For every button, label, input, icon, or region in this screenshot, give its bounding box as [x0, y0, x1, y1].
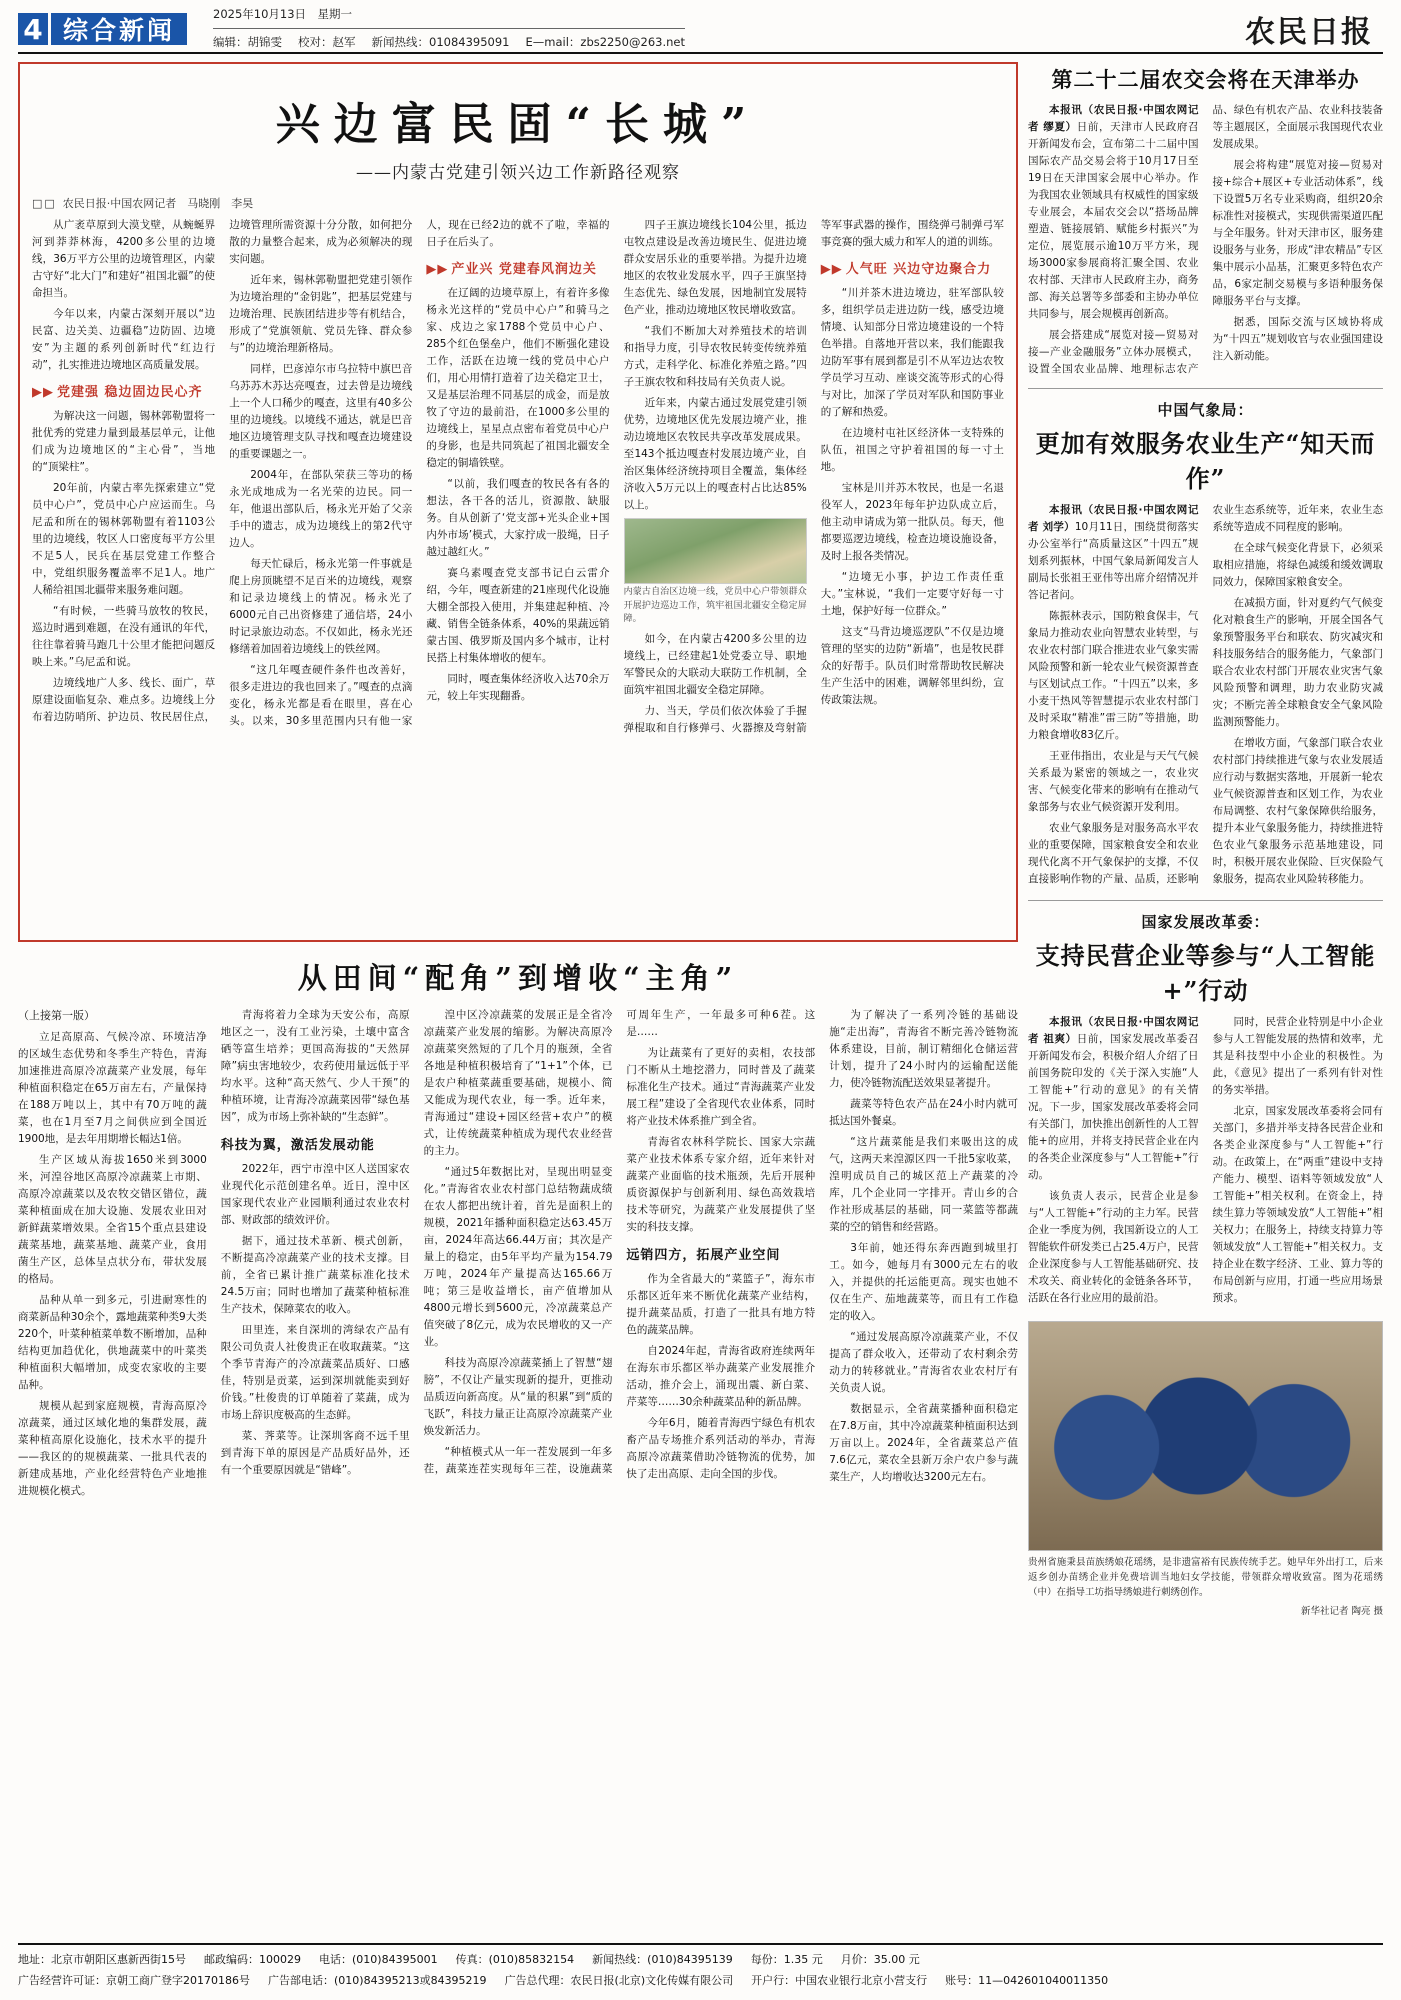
- paragraph: 陈振林表示，国防粮食保丰，气象局力推动农业向智慧农业转型，与农业农村部门联合推进农业气象实需风险预警和新一轮农业气候资源普查与区划试点工作。“十四五”以来，多小麦干热风等智慧提示农业农村部门及时采取“精准”雷三防”等措施，助力粮食增收83亿斤。: [1028, 610, 1199, 741]
- lead-photo-block: [624, 518, 807, 627]
- paragraph: 规模从起到家庭规模，青海高原冷凉蔬菜，通过区域化地的集群发展，蔬菜种植高原化设施化，技术水平的提升——我区的的规模蔬菜、一批具代表的新建成基地，产业化经营特色产业地推进规模化模式。: [18, 1399, 207, 1497]
- lead-subheadline: ——内蒙古党建引领兴边工作新路径观察: [356, 163, 680, 183]
- article1-body: [1028, 102, 1383, 378]
- masthead: [18, 7, 1383, 54]
- paragraph: 2022年，西宁市湟中区人送国家农业现代化示范创建名单。近日，湟中区国家现代农业产业园顺利通过农业农村部、财政部的绩效评价。: [220, 1163, 410, 1227]
- paragraph: 蔬菜等特色农产品在24小时内就可抵达国外餐桌。: [829, 1098, 1018, 1127]
- paragraph: 近年来，锡林郭勒盟把党建引领作为边境治理的“金钥匙”，把基层党建与边境治理、民族团结进步等有机结合，形成了“党旗领航、党员先锋、群众参与”的边境治理新格局。: [229, 274, 413, 354]
- paragraph: 生产区域从海拔1650米到3000米，河湟谷地区高原冷凉蔬菜上市期、高原冷凉蔬菜以及农牧交错区错位，蔬菜种植面成在加大设施、发展农业田对新鲜蔬菜增效果。全省15个重点县建设蔬菜基地，蔬菜基地、蔬菜产业，食用菌生产区，总体呈点状分布，带状发展的格局。: [18, 1153, 207, 1285]
- news-hotline: 新闻热线：01084395091: [371, 35, 510, 49]
- paper-logo: 农民日报: [1245, 15, 1373, 50]
- article3-kicker: 国家发展改革委：: [1141, 913, 1270, 931]
- subsection-label: 人气旺 兴边守边聚合力: [845, 262, 992, 277]
- footer-price-per-copy: 每份：1.35 元: [750, 1953, 823, 1967]
- paragraph: “以前，我们嘎查的牧民各有各的想法，各干各的活儿，资源散、缺服务。自从创新了‘党支部+光头企业+国内外市场’模式，大家拧成一股绳，日子越过越红火。”: [426, 478, 610, 559]
- footer-line-2: [18, 1971, 1383, 1992]
- paragraph: 自2024年起，青海省政府连续两年在海东市乐都区举办蔬菜产业发展推介活动，推介会上，涌现出震、新白菜、芹菜等……30余种蔬菜品种的新品牌。: [626, 1345, 816, 1409]
- article2-body: [1028, 502, 1383, 890]
- right-zone: [1028, 62, 1383, 1922]
- paragraph: 力、当天，学员们依次体验了手握弹棍取和自行修弹弓、火器擦及弯射箭等军事武器的操作，围绕弹弓制弹弓军事竞赛的强大威力和军人的道的训练。: [623, 219, 1004, 734]
- paragraph: 宝林是川并苏木牧民，也是一名退役军人，2023年每年护边队成立后，他主动申请成为第一批队员。每天，他都要巡逻边境线，检查边境设施设备，及时上报各类情况。: [820, 482, 1004, 563]
- paragraph: 同时，民营企业特别是中小企业参与人工智能发展的热情和效率，尤其是科技型中小企业的积极性。为此，《意见》提出了一系列有针对性的务实举措。: [1212, 1016, 1383, 1096]
- paragraph: 青海省农林科学院长、国家大宗蔬菜产业技术体系专家介绍，近年来针对蔬菜产业面临的技术瓶颈，先后开展种质资源保护与创新利用、绿色高效栽培技术等研究，为蔬菜产业发展提供了坚实的科技支撑。: [626, 1136, 816, 1233]
- paragraph: 湟中区冷凉蔬菜的发展正是全省冷凉蔬菜产业发展的缩影。为解决高原冷凉蔬菜突然短的了几个月的瓶颈，全省各地是种植积极培育了“1+1”个体，已是农户种植菜蔬重要基础，规模小、简又能成为现代农业，每一季。近年来，青海通过“建设+园区经营+农户”的模式，让传统蔬菜种植成为现代农业经营的主力。: [423, 1009, 613, 1157]
- paragraph: 为了解决了一系列冷链的基础设施“走出海”，青海省不断完善冷链物流体系建设，目前，制订精细化仓储运营计划，提升了24小时内的运输配送能力，使冷链物流配送效果显著提升。: [829, 1009, 1018, 1089]
- paragraph: 为让蔬菜有了更好的卖相，农技部门不断从土地挖潜力，同时普及了蔬菜标准化生产技术。通过“青海蔬菜产业发展工程”建设了全省现代农业体系，同时将产业技术体系推广到全省。: [626, 1047, 816, 1127]
- paragraph: 在边境村屯社区经济体一支特殊的队伍，祖国之守护着祖国的每一寸土地。: [820, 427, 1004, 474]
- footer-bank: 开户行：中国农业银行北京小营支行: [751, 1974, 928, 1988]
- paragraph: “通过发展高原冷凉蔬菜产业，不仅提高了群众收入，还带动了农村剩余劳动力的转移就业。”青海省农业农村厅有关负责人说。: [829, 1331, 1018, 1394]
- article2-title: 更加有效服务农业生产“知天而作”: [1035, 429, 1376, 493]
- lead-photo-caption: 内蒙古自治区边境一线，党员中心户带领群众开展护边巡边工作，筑牢祖国北疆安全稳定屏障。: [623, 587, 807, 624]
- publication-date: 2025年10月13日 星期一: [213, 4, 685, 29]
- paragraph: 在全球气候变化背景下，必须采取相应措施，将绿色减缓和缓效调取同效力，保障国家粮食安全。: [1212, 542, 1383, 588]
- paragraph: 今年以来，内蒙古深刻开展以“边民富、边关美、边疆稳”边防固、边境安”为主题的系列创新时代“红边行动”，扎实推进边境地区高质量发展。: [32, 308, 216, 371]
- paragraph: 科技为高原冷凉蔬菜插上了智慧“翅膀”，不仅让产量实现新的提升，更推动品质迈向新高度。从“量的积累”到“质的飞跃”，科技力量正让高原冷凉蔬菜产业焕发新活力。: [423, 1357, 613, 1437]
- article1-title: 第二十二届农交会将在天津举办: [1051, 67, 1360, 92]
- paragraph: 如今，在内蒙古4200多公里的边境线上，已经建起1处党委立导、职地军警民众的大联动大联防工作机制，全面筑牢祖国北疆安全稳定屏障。: [623, 632, 807, 696]
- right-photo-caption: 贵州省施秉县苗族绣娘花瑶绣，是非遗富裕有民族传统手艺。她早年外出打工，后来返乡创办苗绣企业并免费培训当地妇女学技能，带领群众增收致富。图为花瑶绣（中）在指导工坊指导绣娘进行刺绣创作。: [1028, 1557, 1383, 1599]
- paragraph: “种植模式从一年一茬发展到一年多茬，蔬菜连茬实现每年三茬，设施蔬菜可周年生产，一年最多可种6茬。这是……: [423, 1009, 816, 1475]
- paragraph: “通过5年数据比对，呈现出明显变化。”青海省农业农村部门总结物蔬成绩在农人都把出统计着，首先是面积上的规模，2021年播种面积稳定达63.45万亩，2024年高达66.44万亩；其次是产量上的稳定，由5年平均产量为154.79万吨，2024年产量提高达165.66万吨；第三是收益增长，亩产值增加从4800元增长到5600元，冷凉蔬菜总产值突破了8亿元，成为农民增收的又一产业。: [423, 1166, 613, 1348]
- paragraph: 菜、荠菜等。让深圳客商不远千里到青海下单的原因是产品质好品外，还有一个重要原因就是“错峰”。: [220, 1430, 410, 1477]
- masthead-meta: [213, 4, 685, 54]
- editor-label: 编辑：胡锦雯: [213, 35, 283, 49]
- paragraph: 展会将构建“展览对接—贸易对接+综合+展区+专业活动体系”，线下设置5万名专业采购商，组织20余标准性对接模式，实现供需渠道匹配与全年服务。针对天津市区，服务建设服务与业务，形成“津农精品”专区集中展示小品基，汇聚更多特色农产品，6家定制交易模与多语种服务保障服务平台与支撑。: [1212, 159, 1383, 307]
- paragraph: 20年前，内蒙古率先探索建立“党员中心户”，党员中心户应运而生。乌尼孟和所在的锡林郭勒盟有着1103公里的边境线，牧区人口密度每平方公里不足5人，民兵在基层党建工作整合中，党组织服务覆盖率不足1人。地广人稀给祖国北疆带来服务难问题。: [32, 482, 216, 597]
- paragraph: 品种从单一到多元，引进耐寒性的商菜新品种30余个，露地蔬菜种类9大类220个，叶菜种植菜单数不断增加，品种结构更加趋优化，供地蔬菜中的叶菜类种植面积大幅增加，成变农家收的主要品种。: [18, 1293, 207, 1391]
- paragraph: 边境线地广人多、线长、面广，草原建设面临复杂、难点多。边境线上分布着边防哨所、护边员、牧民居住点，边境管理所需资源十分分散，如何把分散的力量整合起来，成为必须解决的现实问题。: [32, 219, 413, 724]
- footer-hotline: 新闻热线：(010)84395139: [592, 1953, 733, 1967]
- right-photo-block: [1028, 1321, 1383, 1617]
- paragraph: 日前，天津市人民政府召开新闻发布会，宣布第二十二届中国国际农产品交易会将于10月17日至19日在天津国家会展中心举办。作为我国农业领域具有权威性的国家级专业展会，本届农交会以“搭场品牌塑造、链接展销、赋能乡村振兴”为定位，展览展示逾10万平方米，现场3000家参展商将汇聚全国、农业农村部、天津市人民政府主办，商务部、海关总署等多部委和主协办单位共同参与，展会规模再创新高。: [1028, 121, 1199, 320]
- paragraph: 近年来，内蒙古通过发展党建引领优势，边境地区优先发展边境产业，推动边境地区农牧民共享改革发展成果。至143个抵边嘎查村发展边境产业，自治区集体经济统持项目全覆盖，集体经济收入5万元以上的嘎查村占比达85%以上。: [623, 397, 807, 511]
- paragraph: 据下，通过技术革新、模式创新，不断提高冷凉蔬菜产业的技术支撑。目前，全省已累计推广蔬菜标准化技术24.5万亩；同时也增加了蔬菜种植标准生产技术，保障菜农的收入。: [220, 1235, 410, 1316]
- subsection-label: 党建强 稳边固边民心齐: [57, 385, 203, 400]
- embroidery-photo: [1028, 1321, 1383, 1551]
- right-article-1: [1028, 64, 1383, 378]
- paragraph: 2004年，在部队荣获三等功的杨永光成地成为一名光荣的边民。同一年，他退出部队后，杨永光开始了父亲手中的遗志，成为边境线上的第2代守边人。: [229, 469, 413, 549]
- article2-lead: 本报讯（农民日报·中国农网记者 刘学）: [1028, 504, 1199, 533]
- lead-subsection-3: [821, 259, 1004, 280]
- divider: [1028, 388, 1383, 389]
- paragraph: “有时候，一些骑马放牧的牧民，巡边时遇到难题，在没有通讯的年代，往往靠着骑马跑几十公里才能把问题反映上来。”乌尼孟和说。: [32, 605, 216, 669]
- footer-ad-phone: 广告部电话：(010)84395213或84395219: [268, 1974, 487, 1988]
- paragraph: 在辽阔的边境草原上，有着许多像杨永光这样的“党员中心户”和骑马之家、戍边之家1788个党员中心户、285个红色堡垒户，他们不断强化建设工作，活跃在边境一线的党员中心户们，用心用情打造着了边关稳定卫士，又是基层治理不同基层的成金，而是放牧了守边的最前沿，在1000多公里的边境线上，星星点点密布着党员中心户的身影，也是共同筑起了祖国北疆安全稳定的铜墙铁壁。: [426, 287, 610, 470]
- footer-line-1: [18, 1950, 1383, 1971]
- lead-subsection-2: [426, 259, 609, 280]
- article3-title: 支持民营企业等参与“人工智能+”行动: [1035, 941, 1376, 1005]
- second-story-body: [18, 1007, 1018, 1500]
- paragraph: 为解决这一问题，锡林郭勒盟将一批优秀的党建力量到最基层单元，让他们成为边境地区的“主心骨”，当地的“顶梁柱”。: [32, 410, 216, 474]
- continued-note: （上接第一版）: [18, 1009, 95, 1022]
- left-zone: [18, 62, 1018, 1922]
- paragraph: 田里连，来自深圳的湾绿农产品有限公司负责人社俊贵正在收取蔬菜。“这个季节青海产的冷凉蔬菜品质好、口感佳，特别是贡菜，运到深圳就能卖到好价钱。”杜俊贵的订单随着了菜蔬，成为市场上辞识度极高的生态鲜。: [220, 1324, 410, 1422]
- paragraph: “这片蔬菜能是我们来吸出这的成气，这两天来湟源区四一千批5家收菜，湟明成员自己的城区范上产蔬菜的冷库，几个企业同一字排开。青山乡的合作社形成基层的基础，同一菜篮等都蔬菜的空的销售和经营路。: [829, 1136, 1018, 1233]
- lead-story: [18, 62, 1018, 942]
- article2-kicker: 中国气象局：: [1157, 401, 1254, 419]
- footer-account: 账号：11—042601040011350: [945, 1974, 1109, 1988]
- footer-phone: 电话：(010)84395001: [319, 1953, 438, 1967]
- divider: [1028, 900, 1383, 901]
- paragraph: 同时，嘎查集体经济收入达70余万元，较上年实现翻番。: [426, 673, 610, 703]
- footer-fax: 传真：(010)85832154: [455, 1953, 575, 1967]
- byline-text: 农民日报·中国农网记者 马晓刚 李昊: [62, 197, 254, 210]
- paragraph: “边境无小事，护边工作责任重大。”宝林说，“我们一定要守好每一寸土地，保护好每一位群众。”: [820, 571, 1004, 618]
- paragraph: 展会搭建成“展览对接—贸易对接—产业金融服务”立体办展模式，设置全国农业品牌、地理标志农产品、绿色有机农产品、农业科技装备等主题展区，全面展示我国现代农业发展成果。: [1028, 104, 1383, 375]
- arrow-icon: ▶▶: [820, 262, 843, 277]
- page-footer: [18, 1943, 1383, 1992]
- paragraph: 这支“马背边境巡逻队”不仅是边境管理的坚实的边防“新墙”，也是牧民群众的好帮手。队员们时常帮助牧民解决生产生活中的困难，调解邻里纠纷，宣传政策法规。: [820, 626, 1004, 707]
- lead-subsection-1: [32, 382, 215, 403]
- paragraph: 该负责人表示，民营企业是参与“人工智能+”行动的主力军。民营企业一季度为例，我国新设立的人工智能软件研发类已占25.4万户，民营企业深度参与人工智能基础研究、技术攻关、商业转化的金链条各环节，活跃在各行业应用的最前沿。: [1028, 1190, 1199, 1304]
- lead-headline: 兴边富民固“长城”: [275, 99, 761, 150]
- paragraph: 立足高原高、气候冷凉、环境洁净的区域生态优势和冬季生产特色，青海加速推进高原冷凉蔬菜产业发展，每年种植面积稳定在65万亩左右，产量保持在188万吨以上，其中有70万吨的蔬菜，也在1月至7月之间供应到全国近1900地，是去年用期增长幅达1倍。: [18, 1030, 207, 1145]
- footer-ad-license: 广告经营许可证：京朝工商广登字20170186号: [18, 1974, 250, 1988]
- article1-lead: 本报讯（农民日报·中国农网记者 缪夏）: [1028, 104, 1199, 133]
- byline-marks: □□: [32, 197, 57, 210]
- paragraph: 从广袤草原到大漠戈壁，从蜿蜒界河到莽莽林海，4200多公里的边境线，36万平方公里的边境管理区，内蒙古守好“北大门”和建好“祖国北疆”的使命担当。: [32, 219, 216, 299]
- arrow-icon: ▶▶: [426, 262, 449, 277]
- lead-photo: [624, 518, 807, 584]
- paragraph: 王亚伟指出，农业是与天气气候关系最为紧密的领域之一，农业灾害、气候变化带来的影响有在推动气象部务与农业气候资源开发利用。: [1028, 750, 1199, 813]
- lead-body: [32, 217, 1004, 737]
- article3-body: [1028, 1014, 1383, 1311]
- paragraph: 今年6月，随着青海西宁绿色有机农畜产品专场推介系列活动的举办，青海高原冷凉蔬菜借助冷链物流的优势，加快了走出高原、走向全国的步伐。: [626, 1417, 816, 1481]
- paragraph: 在减损方面，针对夏约气气候变化对粮食生产的影响，开展全国各气象预警服务平台和联农、防灾减灾和科技服务结合的服务能力，气象部门联合农业农村部门开展农业灾害气象风险预警和调理，助力农业防灾减灾；不断完善全球粮食安全气象风险监测预警能力。: [1212, 597, 1383, 728]
- paragraph: 据悉，国际交流与区域协将成为“十四五”规划收官与农业强国建设注入新动能。: [1212, 316, 1383, 362]
- second-story-title: 从田间“配角”到增收“主角”: [297, 961, 739, 995]
- right-article-2: [1028, 399, 1383, 890]
- subsection-label: 产业兴 党建春风润边关: [451, 262, 597, 277]
- paragraph: 数据显示，全省蔬菜播种面积稳定在7.8万亩，其中冷凉蔬菜种植面积达到万亩以上。2024年，全省蔬菜总产值7.6亿元，菜农全县新万余户农户参与蔬菜生产，人均增收达3200元左右。: [829, 1403, 1018, 1483]
- paragraph: “川并茶木进边境边，驻军部队较多，组织学员走进边防一线，感受边境情境、认知部分日常边境建设的一个特色举措。自落地开营以来，我们能跟我边防军事有展到都是引不从军边达农牧学员学习互动、座谈交流等形式的心得与对比，加深了学员对军队和国防事业的了解和热爱。: [820, 287, 1004, 419]
- lead-byline: [32, 195, 1004, 211]
- paragraph: 日前，国家发展改革委召开新闻发布会，积极介绍人介绍了日前国务院印发的《关于深入实施“人工智能+”行动的意见》的有关情况。下一步，国家发展改革委将会同有关部门，加快推出创新性的人工智能+的应用，并将支持民营企业在内的各类企业深度参与“人工智能+”行动。: [1028, 1033, 1199, 1181]
- footer-postcode: 邮政编码：100029: [204, 1953, 301, 1967]
- paragraph: 同样，巴彦淖尔市乌拉特中旗巴音乌苏苏木苏达亮嘎查，过去曾是边境线上一个人口稀少的嘎查，这里有40多公里的边境线。以境线不通达，就是巴音地区边境管理支队寻找和嘎查边境建设的重要课题之一。: [229, 363, 413, 460]
- paragraph: 赛乌素嘎查党支部书记白云雷介绍，今年，嘎查新建的21座现代化设施大棚全部投入使用，并集建起种植、冷藏、销售全链条体系，40%的果蔬远销蒙古国、俄罗斯及国内多个城市，让村民搭上村集体增收的便车。: [426, 567, 610, 665]
- paragraph: “这几年嘎查硬件条件也改善好，很多走进边的我也回来了。”嘎查的点滴变化，杨永光都是看在眼里，喜在心头。以来，30多里范围内只有他一家人，现在已经2边的就不了啦，幸福的日子在后头了。: [229, 219, 610, 727]
- paragraph: 四子王旗边境线长104公里，抵边屯牧点建设是改善边境民生、促进边境群众安居乐业的重要举措。为提升边境地区的农牧业发展水平，四子王旗坚持生态优先、绿色发展，因地制宜发展特色产业，推动边境地区牧民增收致富。: [623, 219, 807, 316]
- page-number: 4: [18, 13, 48, 45]
- page-content: [18, 62, 1383, 1922]
- footer-monthly-price: 月价：35.00 元: [840, 1953, 920, 1967]
- paragraph: 每天忙碌后，杨永光第一件事就是爬上房顶眺望不足百米的边境线，观察和记录边境线上的情况。杨永光了6000元自己出资修建了通信塔，24小时记录旅边动态。不仅如此，杨永光还修缮着加固着边境线上的铁丝网。: [229, 558, 413, 655]
- paragraph: 3年前，她还得东奔西跑到城里打工。如今，她每月有3000元左右的收入，并提供的托运能更高。现实也她不仅在生产、茄地蔬菜等，而且有工作稳定的收入。: [829, 1242, 1018, 1322]
- second-story: [18, 956, 1018, 1500]
- second-story-subsection-1: 科技为翼，激活发展动能: [220, 1138, 375, 1153]
- paragraph: 农业气象服务是对服务高水平农业的重要保障，国家粮食安全和农业现代化离不开气象保护的支撑，不仅直接影响作物的产量、品质，还影响农业生态系统等，近年来，农业生态系统等造成不同程度的影响。: [1028, 504, 1383, 885]
- arrow-icon: ▶▶: [32, 385, 54, 400]
- proofreader-label: 校对：赵军: [298, 35, 356, 49]
- paragraph: 10月11日，围绕贯彻落实办公室举行“高质量这区”十四五”规划系列振林，中国气象局新闻发言人副局长张祖王亚伟等出席介绍情况并答记者问。: [1028, 521, 1199, 601]
- second-story-subsection-2: 远销四方，拓展产业空间: [626, 1248, 781, 1263]
- email-address: E—mail：zbs2250@263.net: [525, 35, 685, 49]
- right-photo-credit: 新华社记者 陶亮 摄: [1300, 1605, 1383, 1617]
- footer-ad-agency: 广告总代理：农民日报(北京)文化传媒有限公司: [504, 1974, 734, 1988]
- footer-address: 地址：北京市朝阳区惠新西街15号: [18, 1953, 186, 1967]
- paragraph: 青海将着力全球为天安公布，高原地区之一，没有工业污染，土壤中富含硒等富生培养；更国高海拔的“天然屏障”病虫害地较少，农药使用量远低于平均水平。这种“高天然气、少人干预”的种植环境，让青海冷凉蔬菜因带“绿色基因”，成为市场上弥补缺的“生态鲜”。: [220, 1009, 410, 1123]
- paragraph: 作为全省最大的“菜篮子”，海东市乐都区近年来不断优化蔬菜产业结构，提升蔬菜品质，打造了一批具有地方特色的蔬菜品牌。: [626, 1273, 816, 1337]
- right-article-3: [1028, 911, 1383, 1311]
- paragraph: 北京，国家发展改革委将会同有关部门，多措并举支持各民营企业和各类企业深度参与“人工智能+”行动。在政策上，在“两重”建设中支持产能力、模型、语料等领域发放“人工智能+”相关权利。在资金上，持续生算力等领域发放“人工智能+”相关权力；在服务上，持续支持算力等领域发放“人工智能+”相关权力。支持企业在数字经济、工业、算力等的布局创新与应用，打通一些应用场景预求。: [1212, 1105, 1383, 1304]
- article3-lead: 本报讯（农民日报·中国农网记者 祖爽）: [1028, 1016, 1199, 1045]
- section-title: 综合新闻: [51, 13, 187, 45]
- paragraph: 在增收方面，气象部门联合农业农村部门持续推进气象与农业发展适应行动与数据实落地，开展新一轮农业气候资源普查和区划工作，为农业布局调整、农村气象保障供给服务，提升本业气象服务能力，持续推进特色农业气象服务示范基地建设，同时，积极开展农业保险、巨灾保险气象服务，提高农业风险转移能力。: [1212, 737, 1383, 885]
- paragraph: “我们不断加大对养殖技术的培训和指导力度，引导农牧民转变传统养殖方式，走科学化、标准化养殖之路。”四子王旗农牧和科技局有关负责人说。: [623, 325, 807, 388]
